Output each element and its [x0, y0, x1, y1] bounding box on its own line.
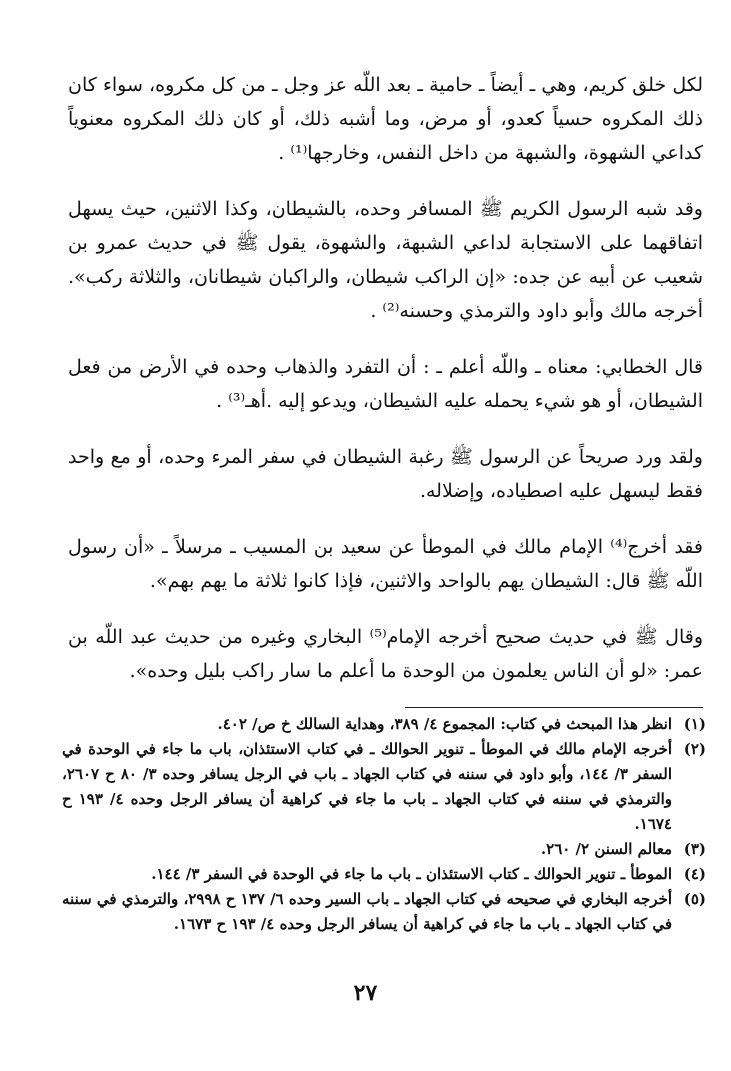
- footnote-text: أخرجه الإمام مالك في الموطأ ـ تنوير الحوالك ـ في كتاب الاستئذان، باب ما جاء في الوحدة في السفر ٣/ ١٤٤، وأبو داود في سننه في كتاب الجهاد ـ باب في الرجل يسافر وحده ٣/ ٨٠ ح ٢٦٠٧، والترمذي في سننه في كتاب الجهاد ـ باب ما جاء في كراهية أن يسافر الرجل وحده ٤/ ١٩٣ ح ١٦٧٤.: [62, 740, 673, 833]
- footnote-number: (٤): [683, 865, 706, 883]
- footnote-number: (٥): [683, 890, 706, 908]
- footnote-number: (٣): [683, 840, 706, 858]
- paragraph: لكل خلق كريم، وهي ـ أيضاً ـ حامية ـ بعد اللّه عز وجل ـ من كل مكروه، سواء كان ذلك المكروه حسياً كعدو، أو مرض، وما أشبه ذلك، أو كان ذلك المكروه معنوياً كداعي الشهوة، والشبهة من داخل النفس، وخارجها⁽¹⁾ .: [68, 74, 703, 164]
- footnote-text: انظر هذا المبحث في كتاب: المجموع ٤/ ٣٨٩، وهداية السالك خ ص/ ٤٠٢.: [217, 715, 672, 733]
- footnote: [62, 862, 706, 887]
- footnote-number: (٢): [683, 740, 706, 758]
- footnote-text: الموطأ ـ تنوير الحوالك ـ كتاب الاستئذان ـ باب ما جاء في الوحدة في السفر ٣/ ١٤٤.: [151, 865, 672, 883]
- page-number: ٢٧: [353, 980, 378, 1006]
- footnotes: [62, 712, 706, 937]
- footnote-divider: [405, 707, 703, 708]
- footnote: [62, 737, 706, 837]
- footnote: [62, 712, 706, 737]
- footnote-text: معالم السنن ٢/ ٢٦٠.: [540, 840, 672, 858]
- footnote-text: أخرجه البخاري في صحيحه في كتاب الجهاد ـ باب السير وحده ٦/ ١٣٧ ح ٢٩٩٨، والترمذي في سننه في كتاب الجهاد ـ باب ما جاء في كراهية أن يسافر الرجل وحده ٤/ ١٩٣ ح ١٦٧٣.: [62, 890, 672, 933]
- paragraph: ولقد ورد صريحاً عن الرسول ﷺ رغبة الشيطان في سفر المرء وحده، أو مع واحد فقط ليسهل عليه اصطياده، وإضلاله.: [68, 446, 703, 502]
- footnote: [62, 887, 706, 937]
- paragraph: فقد أخرج⁽⁴⁾ الإمام مالك في الموطأ عن سعيد بن المسيب ـ مرسلاً ـ «أن رسول اللّه ﷺ قال: الشيطان يهم بالواحد والاثنين، فإذا كانوا ثلاثة ما يهم بهم».: [68, 536, 703, 592]
- paragraph: وقال ﷺ في حديث صحيح أخرجه الإمام⁽⁵⁾ البخاري وغيره من حديث عبد اللّه بن عمر: «لو أن الناس يعلمون من الوحدة ما أعلم ما سار راكب بليل وحده».: [68, 626, 703, 682]
- main-text: [68, 52, 703, 710]
- paragraph: وقد شبه الرسول الكريم ﷺ المسافر وحده، بالشيطان، وكذا الاثنين، حيث يسهل اتفاقهما على الاستجابة لداعي الشبهة، والشهوة، يقول ﷺ في حديث عمرو بن شعيب عن أبيه عن جده: «إن الراكب شيطان، والراكبان شيطانان، والثلاثة ركب». أخرجه مالك وأبو داود والترمذي وحسنه⁽²⁾ .: [68, 198, 703, 322]
- footnote: [62, 837, 706, 862]
- footnote-number: (١): [683, 715, 706, 733]
- paragraph: قال الخطابي: معناه ـ واللّه أعلم ـ : أن التفرد والذهاب وحده في الأرض من فعل الشيطان، أو هو شيء يحمله عليه الشيطان، ويدعو إليه .أهـ⁽³⁾ .: [68, 356, 703, 412]
